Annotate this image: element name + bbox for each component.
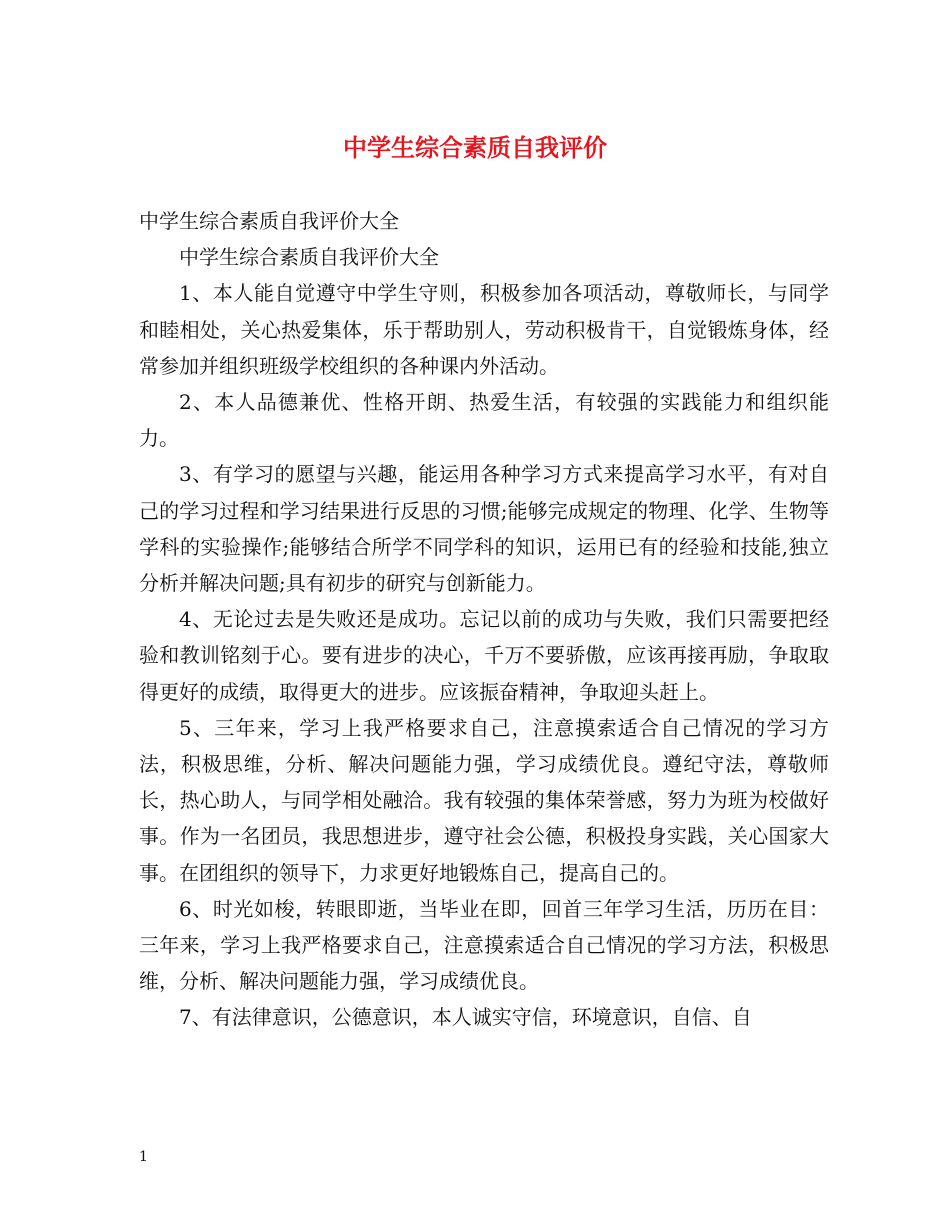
subtitle-paragraph: 中学生综合素质自我评价大全 — [139, 209, 399, 233]
document-title: 中学生综合素质自我评价 — [343, 133, 607, 162]
paragraph-item-2: 2、本人品德兼优、性格开朗、热爱生活，有较强的实践能力和组织能力。 — [139, 390, 829, 451]
paragraph-item-6: 6、时光如梭，转眼即逝，当毕业在即，回首三年学习生活，历历在目：三年来，学习上我严格要求自己，注意摸索适合自己情况的学习方法，积极思维，分析、解决问题能力强，学习成绩优良。 — [139, 896, 829, 994]
paragraph-item-4: 4、无论过去是失败还是成功。忘记以前的成功与失败，我们只需要把经验和教训铭刻于心。要有进步的决心，千万不要骄傲，应该再接再励，争取取得更好的成绩，取得更大的进步。应该振奋精神，争取迎头赶上。 — [139, 607, 829, 704]
paragraph-item-3: 3、有学习的愿望与兴趣，能运用各种学习方式来提高学习水平，有对自己的学习过程和学习结果进行反思的习惯;能够完成规定的物理、化学、生物等学科的实验操作;能够结合所学不同学科的知识，运用已有的经验和技能,独立分析并解决问题;具有初步的研究与创新能力。 — [139, 462, 829, 596]
paragraph-item-1: 1、本人能自觉遵守中学生守则，积极参加各项活动，尊敬师长，与同学和睦相处，关心热爱集体，乐于帮助别人，劳动积极肯干，自觉锻炼身体，经常参加并组织班级学校组织的各种课内外活动。 — [139, 281, 829, 378]
section-heading-paragraph: 中学生综合素质自我评价大全 — [179, 245, 439, 270]
paragraph-item-5: 5、三年来，学习上我严格要求自己，注意摸索适合自己情况的学习方法，积极思维，分析、解决问题能力强，学习成绩优良。遵纪守法，尊敬师长，热心助人，与同学相处融洽。我有较强的集体荣誉感，努力为班为校做好事。作为一名团员，我思想进步，遵守社会公德，积极投身实践，关心国家大事。在团组织的领导下，力求更好地锻炼自己，提高自己的。 — [139, 715, 829, 885]
page-number: 1 — [139, 1149, 148, 1165]
paragraph-item-7: 7、有法律意识，公德意识，本人诚实守信，环境意识，自信、自 — [179, 1005, 752, 1030]
document-body — [139, 203, 829, 1036]
